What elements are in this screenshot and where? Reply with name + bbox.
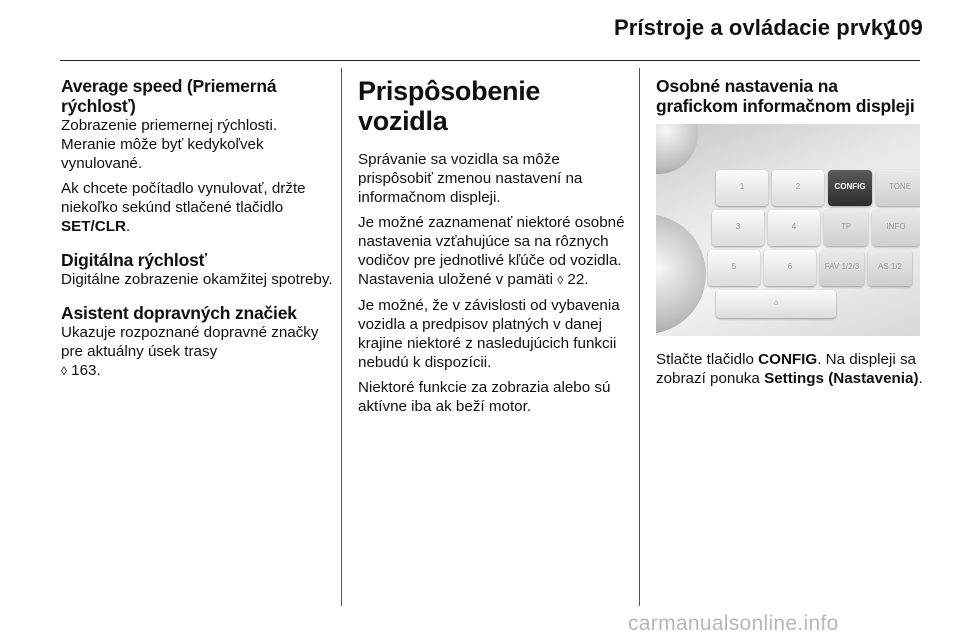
paragraph-average-speed: Zobrazenie priemernej rýchlosti. Meranie môže byť kedykoľvek vynulované.: [61, 117, 278, 172]
header-divider: [60, 60, 920, 61]
paragraph-availability: Je možné, že v závislosti od vybavenia vozidla a predpisov platných v danej krajine niektoré z nasledujúcich funkcii nebudú k dispozícii.: [358, 297, 620, 371]
paragraph-personalisation-intro: Správanie sa vozidla sa môže prispôsobiť zmenou nastavení na informačnom displeji.: [358, 151, 583, 206]
home-key: ⌂: [716, 290, 836, 318]
page-reference-163: 163.: [66, 362, 101, 379]
section-heading-traffic-sign-assistant: Asistent dopravných značiek: [61, 303, 297, 323]
info-key: INFO: [872, 210, 920, 246]
as-key: AS 1/2: [868, 250, 912, 286]
paragraph-personal-settings: [358, 213, 628, 290]
chapter-title: Prístroje a ovládacie prvky: [614, 15, 896, 40]
control-panel-photo: [656, 124, 920, 336]
column-middle: [358, 76, 628, 422]
page-reference-icon: ◊: [557, 273, 564, 287]
paragraph-engine-running: Niektoré funkcie za zobrazia alebo sú aktívne iba ak beží motor.: [358, 379, 611, 415]
menu-text: . Na displeji sa zobrazí ponuka: [656, 351, 916, 387]
lower-knob: [656, 214, 706, 334]
column-left: [61, 76, 333, 387]
page-reference-22: 22.: [563, 271, 589, 288]
preset-key-6: 6: [764, 250, 816, 286]
preset-key-2: 2: [772, 170, 824, 206]
traffic-sign-text: Ukazuje rozpoznané dopravné značky pre aktuálny úsek trasy: [61, 324, 319, 360]
column-right: [656, 76, 924, 394]
paragraph-press-config: [656, 350, 924, 388]
fav-key: FAV 1/2/3: [820, 250, 864, 286]
page-number: 109: [886, 15, 923, 40]
preset-key-5: 5: [708, 250, 760, 286]
reset-text: Ak chcete počítadlo vynulovať, držte niekoľko sekúnd stlačené tlačidlo: [61, 180, 306, 216]
personal-settings-text: Je možné zaznamenať niektoré osobné nastavenia vzťahujúce sa na rôznych vodičov pre jednotlivé kľúče od vozidla. Nastavenia uložené v pamäti: [358, 214, 625, 288]
reset-period: .: [125, 218, 131, 235]
watermark: carmanualsonline.info: [628, 612, 839, 635]
final-period: .: [918, 370, 923, 387]
upper-knob: [656, 124, 698, 174]
config-label: CONFIG: [758, 351, 818, 368]
section-heading-graphic-display-settings: Osobné nastavenia na grafickom informačnom displeji: [656, 76, 915, 116]
page-reference-icon: ◊: [61, 364, 67, 378]
config-key: CONFIG: [828, 170, 872, 206]
column-divider-right: [639, 68, 640, 606]
tone-key: TONE: [876, 170, 920, 206]
paragraph-traffic-sign-assistant: [61, 323, 333, 381]
settings-label: Settings (Nastavenia): [764, 370, 919, 387]
tp-key: TP: [824, 210, 868, 246]
paragraph-digital-speed: Digitálne zobrazenie okamžitej spotreby.: [61, 271, 333, 288]
preset-key-3: 3: [712, 210, 764, 246]
set-clr-label: SET/CLR: [61, 218, 126, 235]
section-heading-digital-speed: Digitálna rýchlosť: [61, 250, 207, 270]
column-divider-left: [341, 68, 342, 606]
section-title-vehicle-personalisation: Prispôsobenie vozidla: [358, 76, 541, 136]
paragraph-reset: [61, 179, 333, 236]
section-heading-average-speed: Average speed (Priemerná rýchlosť): [61, 76, 277, 116]
preset-key-1: 1: [716, 170, 768, 206]
press-text: Stlačte tlačidlo: [656, 351, 759, 368]
page-header: [0, 0, 960, 62]
preset-key-4: 4: [768, 210, 820, 246]
